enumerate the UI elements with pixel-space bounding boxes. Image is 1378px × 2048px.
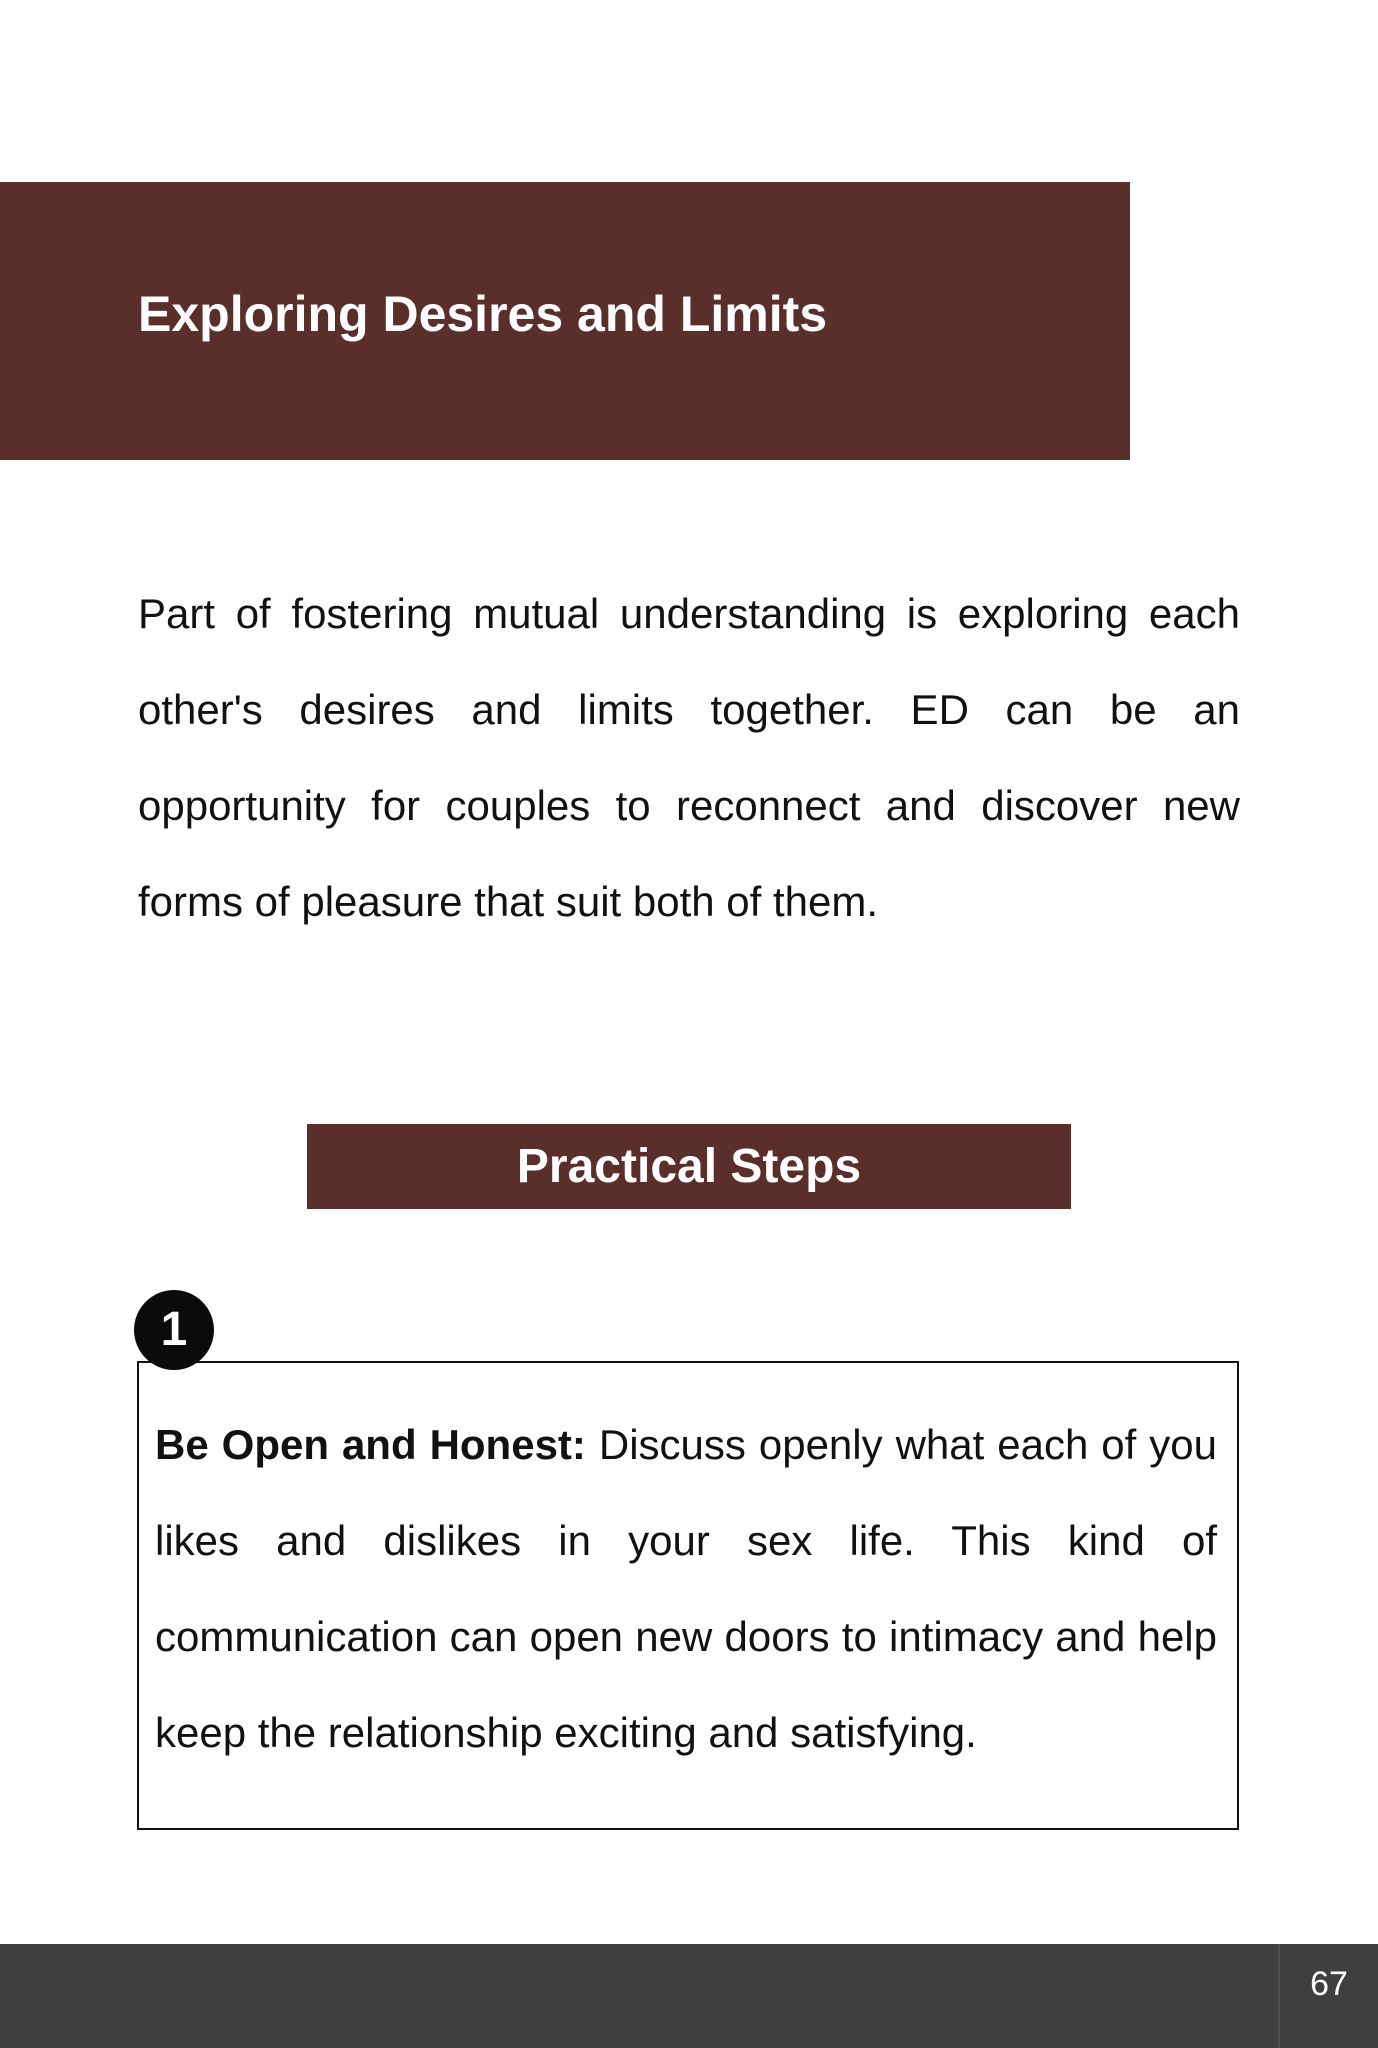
footer-bar xyxy=(0,1944,1378,2048)
practical-steps-heading: Practical Steps xyxy=(516,1139,862,1193)
intro-paragraph: Part of fostering mutual understanding is exploring each other's desires and limits together. ED can be an opportunity for couples to reconnect and discover new forms of pleasure that suit both of them. xyxy=(138,590,1240,925)
page-title: Exploring Desires and Limits xyxy=(138,286,828,342)
step-text xyxy=(155,1397,1217,1781)
step-title: Be Open and Honest: xyxy=(155,1421,586,1468)
practical-steps-banner xyxy=(307,1124,1071,1209)
step-body: Discuss openly what each of you likes and dislikes in your sex life. This kind of communication can open new doors to intimacy and help keep the relationship exciting and satisfying. xyxy=(155,1421,1217,1756)
page-number: 67 xyxy=(1310,1965,1348,2003)
step-number-badge: 1 xyxy=(134,1290,214,1370)
step-card xyxy=(137,1361,1239,1830)
